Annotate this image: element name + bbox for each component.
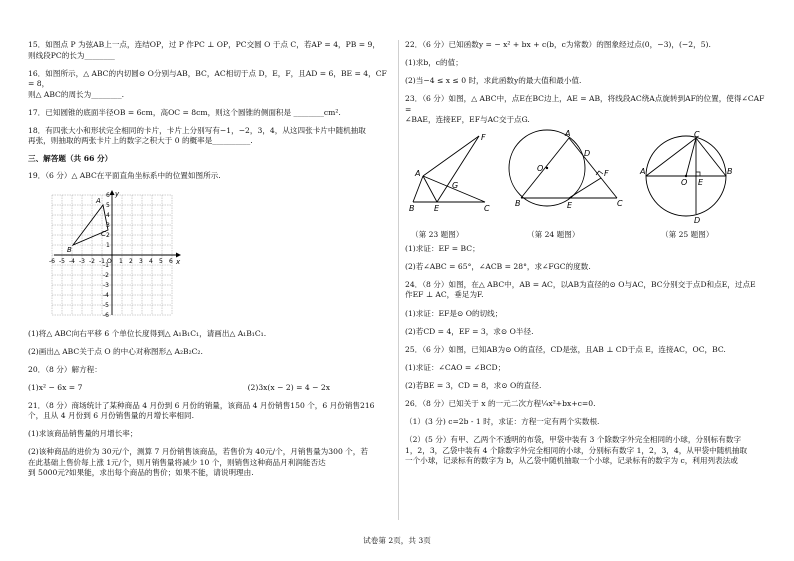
y-tick-label: -3: [103, 282, 109, 290]
question-22-part1: (1)求b，c的值；: [405, 58, 463, 68]
x-tick-label: -4: [69, 258, 75, 266]
coordinate-grid-figure: [49, 189, 182, 320]
fig23-label-b: B: [409, 203, 415, 213]
y-tick-label: -5: [103, 302, 109, 310]
question-20-parts: [28, 383, 390, 394]
question-25-part2: (2)若BE = 3，CD = 8，求⊙ O的直径.: [405, 380, 542, 390]
q26-part2-line1: （2）(5 分）有甲、乙两个不透明的布袋，甲袋中装有 3 个除数字外完全相同的小球，分别标有数字: [405, 435, 742, 445]
q15-answer-line: 则线段PC的长为________: [28, 50, 115, 60]
q16-text: 16．如图所示，△ ABC的内切圆⊙ O分别与AB，BC，AC相切于点 D，E，F，且AD = 6，BE = 4，CF = 8，: [28, 68, 387, 89]
x-tick-label: 3: [139, 258, 143, 266]
fig24-label-e: E: [567, 200, 573, 210]
question-17: 17．已知圆锥的底面半径OB = 6cm，高OC = 8cm，则这个圆锥的侧面积是 ________cm².: [28, 107, 341, 117]
figure-23: [405, 130, 500, 225]
fig24-label-d: D: [584, 148, 591, 158]
fig25-label-e: E: [698, 177, 704, 187]
fig24-label-o: O: [537, 163, 544, 173]
question-21-part1: (1)求该商品销售量的月增长率；: [28, 429, 138, 439]
q18-answer-line: 再张，则抽取的两张卡片上的数字之积大于 0 的概率是__________.: [28, 136, 253, 146]
figure-24: [505, 130, 635, 225]
question-22: 22．（6 分）已知函数y = − x² + bx + c(b，c为常数）的图象经过点(0，−3)，(−2，5).: [405, 40, 711, 49]
question-20-part2: (2)3x(x − 2) = 4 − 2x: [247, 383, 330, 393]
x-tick-label: 6: [169, 258, 173, 266]
figure-25: [640, 130, 735, 225]
q23-text-cont: ∠BAE，连接EF，EF与AC交于点G.: [405, 115, 530, 125]
question-25-part1: (1)求证：∠CAO = ∠BCD；: [405, 362, 506, 372]
fig23-label-g: G: [452, 180, 459, 190]
q18-text: 18．有四张大小和形状完全相同的卡片，卡片上分别写有−1，−2，3，4，从这四张卡片中随机抽取: [28, 125, 366, 135]
x-axis-label: x: [176, 258, 181, 267]
section-heading: 三、解答题（共 66 分）: [28, 154, 113, 164]
question-21: [28, 401, 390, 422]
x-tick-label: -2: [89, 258, 95, 266]
y-tick-label: 4: [106, 212, 110, 220]
question-26-part2: [405, 435, 773, 467]
fig25-label-a: A: [640, 166, 646, 176]
y-tick-label: -1: [103, 262, 109, 270]
y-tick-label: 5: [106, 202, 110, 210]
q23-text: 23．（6 分）如图，△ ABC中，点E在BC边上，AE = AB，将线段AC绕A点旋转到AF的位置，使得∠CAF =: [405, 94, 765, 114]
q21-part2-line2: 在此基础上售价每上涨 1元/个，则月销售量将减少 10 个，则销售这种商品月利润能否达: [28, 457, 326, 467]
y-tick-label: -2: [103, 272, 109, 280]
question-18: [28, 126, 390, 147]
caption-24: （第 24 题图）: [527, 229, 580, 239]
x-tick-label: -5: [59, 258, 65, 266]
q24-text-cont: 作EF ⊥ AC，垂足为F.: [405, 290, 484, 300]
fig23-label-a: A: [415, 168, 421, 178]
fig24-label-f: F: [604, 168, 609, 178]
x-tick-label: -1: [99, 258, 105, 266]
fig24-label-c: C: [617, 198, 623, 208]
y-axis-label: y: [115, 190, 120, 199]
right-column: [405, 40, 773, 474]
question-23: [405, 94, 773, 126]
q21-text-cont: 个，且从 4 月份到 6 月份销售量的月增长率相同.: [28, 411, 195, 421]
point-a-label: A: [96, 197, 101, 206]
x-tick-label: -3: [79, 258, 85, 266]
question-24-part2: (2)若CD = 4，EF = 3，求⊙ O半径.: [405, 326, 534, 336]
fig25-label-d: D: [694, 215, 701, 225]
q24-text: 24．（8 分）如图，在△ ABC中，AB = AC，以AB为直径的⊙ O与AC，BC分别交于点D和点E，过点E: [405, 279, 756, 289]
y-tick-label: -4: [103, 292, 109, 300]
x-tick-label: 1: [119, 258, 123, 266]
question-25: 25．（6 分）如图，已知AB为⊙ O的直径，CD是弦，且AB ⊥ CD于点 E，连接AC，OC，BC.: [405, 344, 726, 354]
q15-text: 15．如图点 P 为弦AB上一点，连结OP，过 P 作PC ⊥ OP，PC交圆 O 于点 C，若AP = 4，PB = 9，: [28, 40, 380, 49]
caption-25: （第 25 题图）: [661, 229, 714, 239]
fig23-label-c: C: [484, 203, 490, 213]
question-23-part1: (1)求证：EF = BC；: [405, 243, 480, 253]
question-24-part1: (1)求证：EF是⊙ O的切线；: [405, 308, 503, 318]
caption-23: （第 23 题图）: [411, 229, 464, 239]
x-tick-label: 5: [159, 258, 163, 266]
fig23-label-e: E: [434, 203, 440, 213]
question-19-part2: (2)画出△ ABC关于点 O 的中心对称图形△ A₂B₂C₂.: [28, 346, 203, 356]
point-b-label: B: [67, 246, 72, 255]
y-tick-label: 2: [106, 232, 110, 240]
y-tick-label: 3: [106, 222, 110, 230]
fig25-label-c: C: [694, 129, 700, 139]
fig25-label-b: B: [727, 166, 733, 176]
q26-part2-line3: 一个小球，记录标有的数字为 b，从乙袋中随机抽取一个小球，记录标有的数字为 c，利用列表法或: [405, 456, 738, 466]
question-26: 26．（8 分）已知关于 x 的一元二次方程¼x²+bx+c=0.: [405, 399, 596, 409]
q26-part2-line2: 1，2，3，乙袋中装有 4 个除数字外完全相同的小球，分别标有数字 1，2，3，4，从甲袋中随机抽取: [405, 445, 748, 455]
fig25-label-o: O: [681, 177, 688, 187]
x-tick-label: 4: [149, 258, 153, 266]
origin-label: O: [107, 258, 112, 266]
question-22-part2: (2)当−4 ≤ x ≤ 0 时，求此函数y的最大值和最小值.: [405, 76, 582, 86]
y-tick-label: 6: [106, 192, 110, 200]
question-15: [28, 40, 390, 61]
question-19-part1: (1)将△ ABC向右平移 6 个单位长度得到△ A₁B₁C₁，请画出△ A₁B₁C₁.: [28, 328, 267, 338]
page-footer: 试卷第 2页，共 3页: [363, 536, 431, 545]
question-16: [28, 69, 390, 101]
x-axis-arrow: [176, 253, 181, 258]
question-19: 19．（6 分）△ ABC在平面直角坐标系中的位置如图所示.: [28, 170, 221, 180]
q21-part2-line3: 到 5000元?如果能，求出每个商品的售价；如果不能，请说明理由.: [28, 468, 254, 478]
fig24-label-b: B: [515, 198, 521, 208]
q16-answer-line: 则△ ABC的周长为________.: [28, 89, 125, 99]
column-divider: [398, 40, 399, 520]
question-20-part1: (1)x² − 6x = 7: [28, 383, 83, 393]
figures-row: [405, 130, 773, 242]
question-20: 20．（8 分）解方程：: [28, 365, 102, 375]
q21-text: 21．（8 分）商场统计了某种商品 4 月份到 6 月份的销量，该商品 4 月份销售150 个，6 月份销售216: [28, 400, 375, 410]
point-c-label: C: [101, 230, 106, 239]
x-tick-label: -6: [49, 258, 55, 266]
y-tick-label: 1: [106, 242, 110, 250]
question-24: [405, 280, 773, 301]
tick-labels: [49, 192, 173, 319]
question-21-part2: [28, 447, 390, 479]
left-column: [28, 40, 390, 486]
x-tick-label: 2: [129, 258, 133, 266]
y-axis-arrow: [110, 190, 115, 195]
question-26-part1: （1）(3 分) c=2b - 1 时，求证：方程一定有两个实数根.: [405, 417, 600, 427]
fig23-label-f: F: [481, 132, 486, 142]
q21-part2-line1: (2)该种商品的进价为 30元/个，测算 7 月份销售该商品，若售价为 40元/个，月销售量为300 个，若: [28, 447, 368, 457]
y-tick-label: -6: [103, 312, 109, 320]
question-23-part2: (2)若∠ABC = 65°，∠ACB = 28°，求∠FGC的度数.: [405, 261, 591, 271]
fig24-label-a: A: [565, 128, 571, 138]
